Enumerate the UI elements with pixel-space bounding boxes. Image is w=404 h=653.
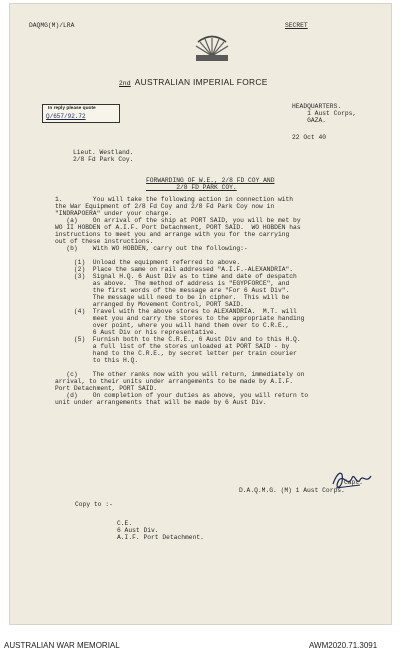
file-reference: DAQMG(M)/LRA <box>29 22 75 29</box>
security-classification: SECRET <box>285 22 308 29</box>
reply-reference-label: In reply please quote <box>48 106 96 111</box>
subject-line: FORWARDING OF W.E., 2/8 FD COY AND 2/8 FD PARK COY. <box>146 177 275 191</box>
headquarters-address: HEADQUARTERS. 1 Aust Corps, GAZA. <box>292 103 357 124</box>
footer-accession-number: AWM2020.71.3091 <box>309 641 378 650</box>
rising-sun-badge-icon <box>190 34 234 64</box>
reply-reference-box <box>42 104 120 123</box>
letter-page <box>9 3 392 625</box>
letter-heading <box>119 77 268 87</box>
heading-title: AUSTRALIAN IMPERIAL FORCE <box>134 77 268 87</box>
copy-to-label: Copy to :- <box>75 501 113 508</box>
distribution-list: C.E. 6 Aust Div. A.I.F. Port Detachment. <box>117 520 204 541</box>
signature-rank: Capt. <box>344 479 363 486</box>
reply-reference-number: Q/657/92.72 <box>46 113 86 120</box>
signature-line: D.A.Q.M.G. (M) 1 Aust Corps. <box>239 487 345 494</box>
letter-body: 1. You will take the following action in connection with the War Equipment of 2/8 Fd Coy and 2/8 Fd Park Coy now in "INDRAPOERA" under your charge. (a) On arrival of the ship at PORT SAID, you will be met by WO II HOBDEN of A.I.F. Port Detachment, PORT SAID. WO HOBDEN has instructions to meet you and arrange with you for the carrying out of these instructions. (b) With WO HOBDEN, carry out the following:- (1) Unload the equipment referred to above. (2) Place the same on rail addressed "A.I.F.-ALEXANDRIA". (3) Signal H.Q. 6 Aust Div as to time and date of despatch as above. The method of address is "EGYPFORCE", and the first words of the message are "For 6 Aust Div". The message will need to be in cipher. This will be arranged by Movement Control, PORT SAID. (4) Travel with the above stores to ALEXANDRIA. M.T. will meet you and carry the stores to the appropriate handing over point, where you will hand them over to C.R.E., 6 Aust Div or his representative. (5) Furnish both to the C.R.E., 6 Aust Div and to this H.Q. a full list of the stores unloaded at PORT SAID - by hand to the C.R.E., by secret letter per train courier to this H.Q. (c) The other ranks now with you will return, immediately on arrival, to their units under arrangements to be made by A.I.F. Port Detachment, PORT SAID. (d) On completion of your duties as above, you will return to unit under arrangements that will be made by 6 Aust Div. <box>55 196 309 406</box>
addressee: Lieut. Westland. 2/8 Fd Park Coy. <box>73 149 134 163</box>
footer-institution: AUSTRALIAN WAR MEMORIAL <box>4 641 120 650</box>
heading-number: 2nd <box>119 80 131 87</box>
letter-date: 22 Oct 40 <box>292 134 327 141</box>
